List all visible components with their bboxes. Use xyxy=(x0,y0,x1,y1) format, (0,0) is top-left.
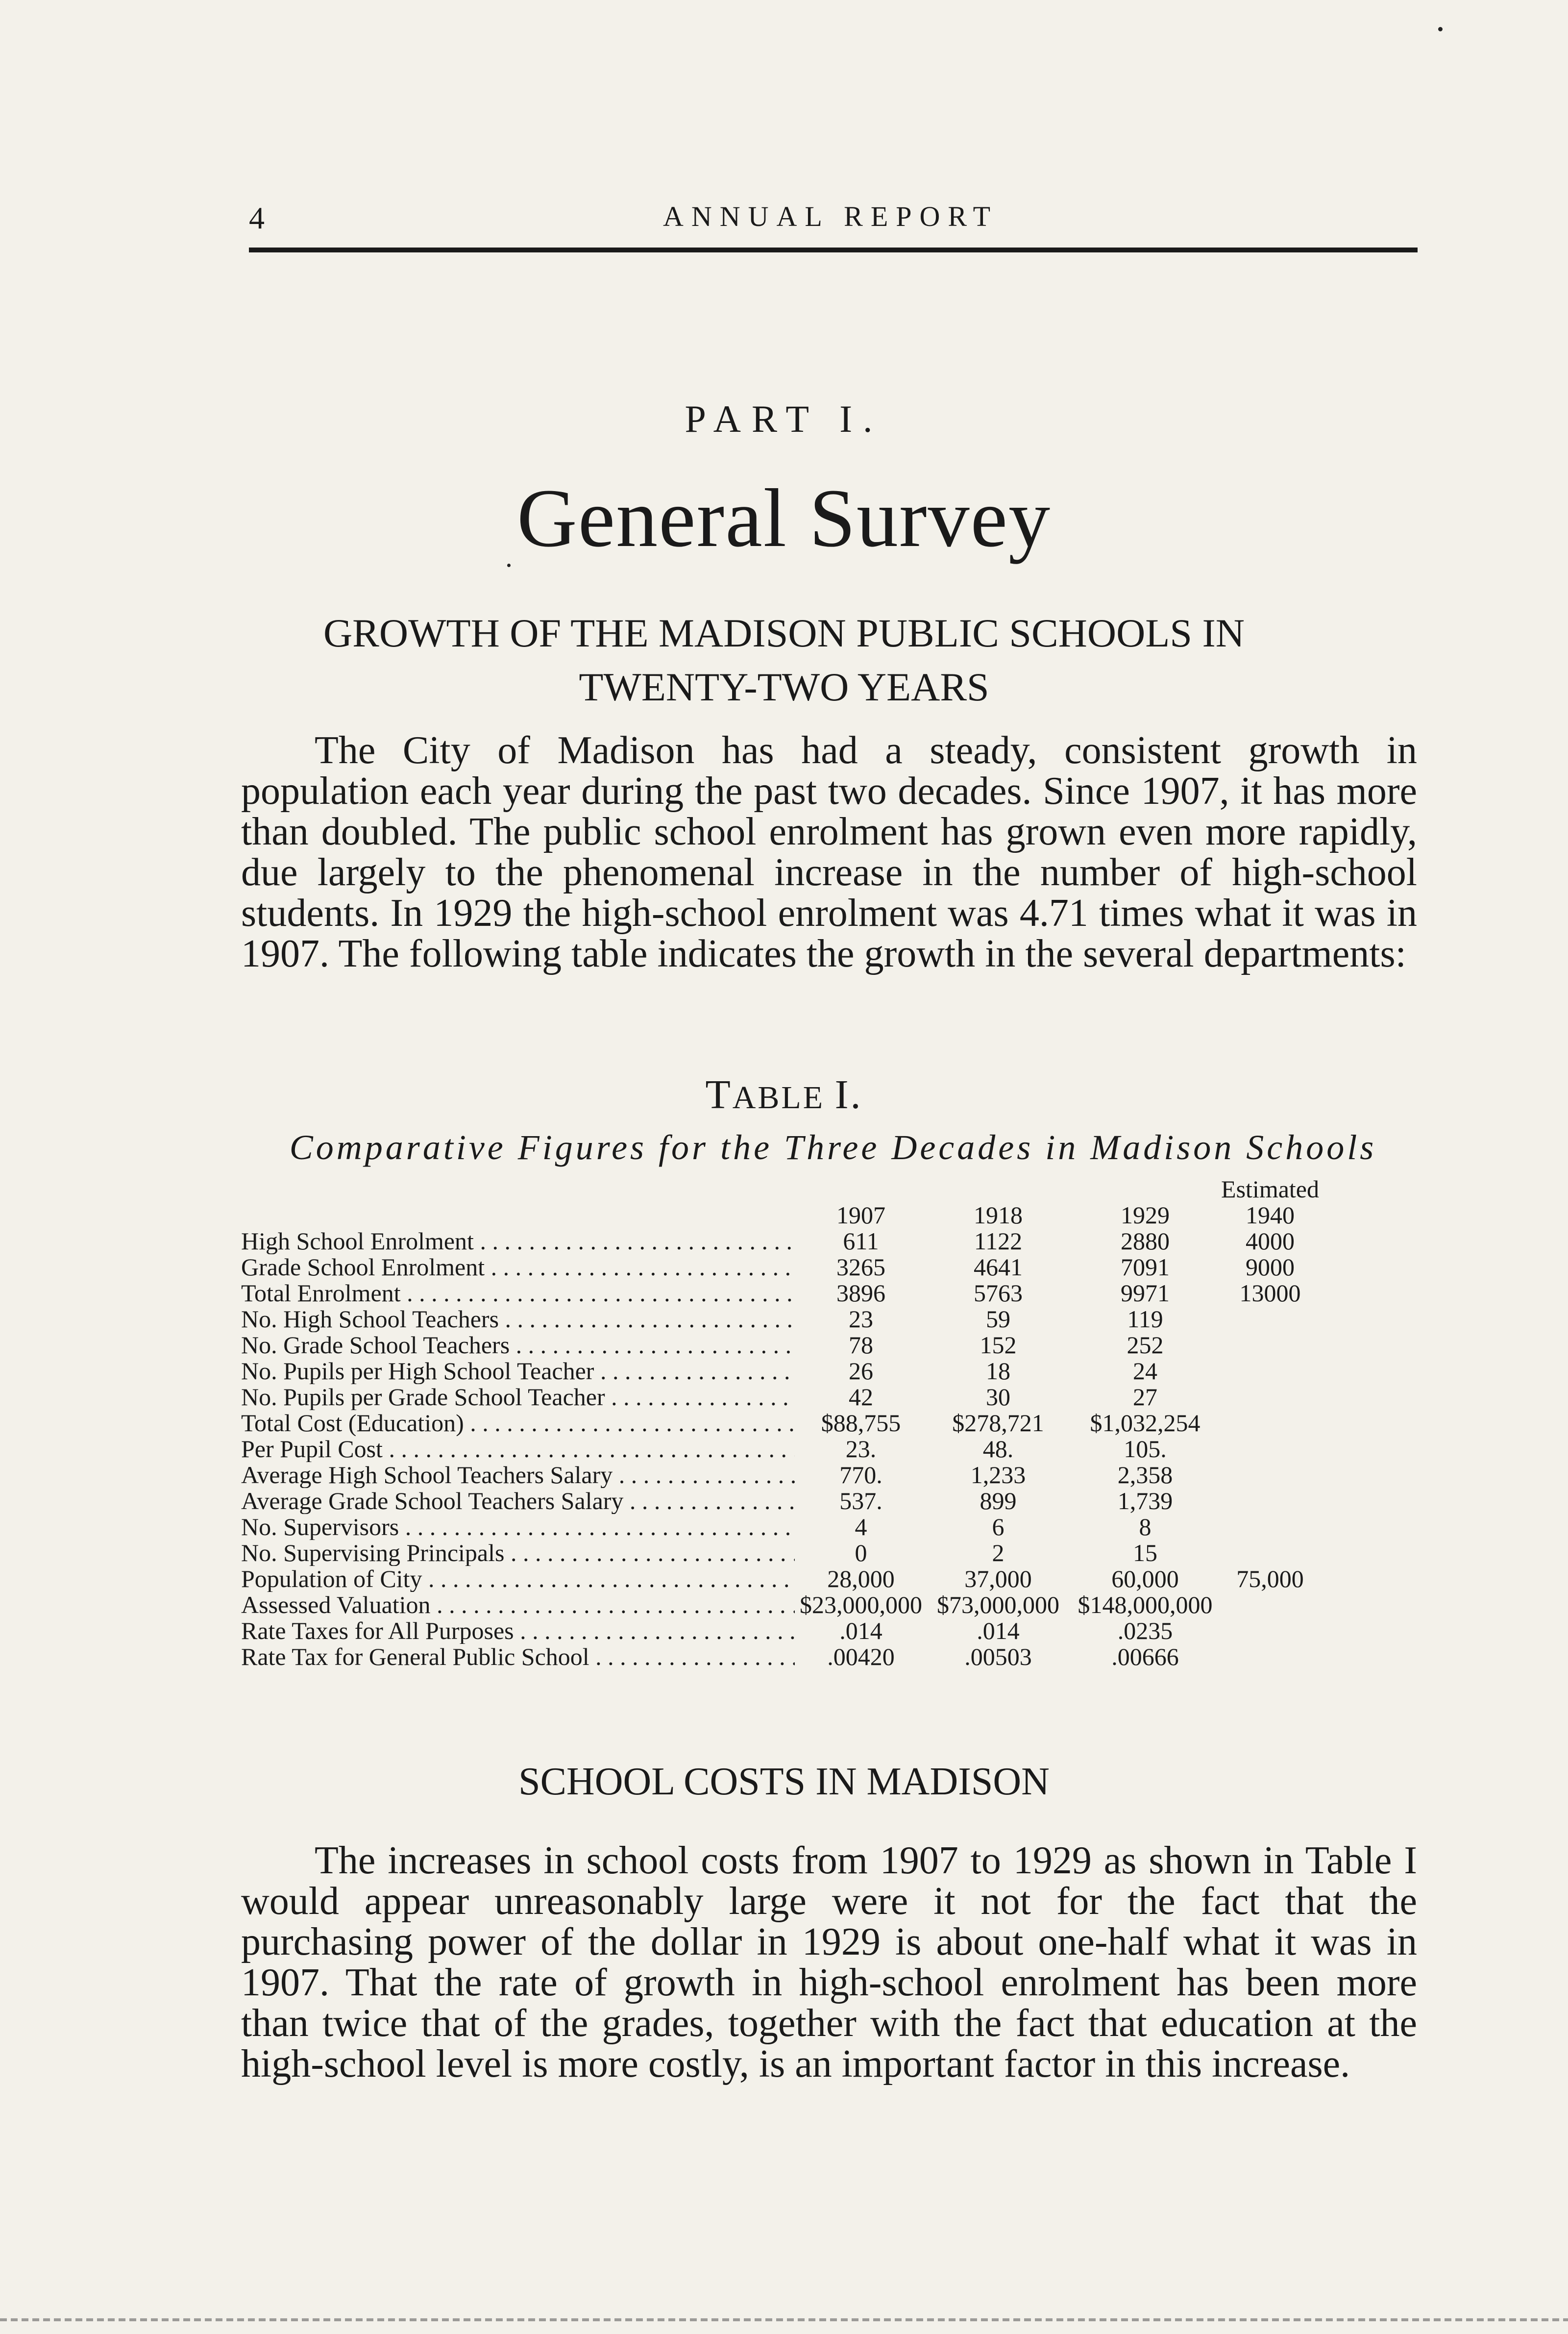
cell-1929: 2880 xyxy=(1121,1227,1170,1255)
row-label: Rate Taxes for All Purposes . . . xyxy=(241,1618,795,1644)
row-label: Average High School Teachers Salary . . . xyxy=(241,1462,795,1488)
cell-1907: 611 xyxy=(843,1227,879,1255)
row-label: No. Supervisors . . . xyxy=(241,1514,795,1540)
cell-1929: 7091 xyxy=(1121,1253,1170,1281)
row-label: No. Pupils per Grade School Teacher . . . xyxy=(241,1384,795,1410)
cell-1929: $1,032,254 xyxy=(1090,1409,1200,1437)
column-header-1940: 1940 xyxy=(1246,1201,1295,1229)
cell-1929: 2,358 xyxy=(1117,1461,1173,1489)
table-row xyxy=(241,1280,1417,1306)
cell-1918: 37,000 xyxy=(964,1565,1032,1592)
header-rule xyxy=(249,248,1418,252)
cell-1929: 119 xyxy=(1127,1305,1163,1333)
table-row xyxy=(241,1358,1417,1384)
subheading-line-2: TWENTY-TWO YEARS xyxy=(579,665,989,709)
table-row xyxy=(241,1566,1417,1592)
table-row xyxy=(241,1618,1417,1644)
table-row xyxy=(241,1488,1417,1514)
cell-1918: .014 xyxy=(977,1617,1020,1644)
cell-1907: 26 xyxy=(849,1357,873,1385)
cell-1907: 3896 xyxy=(836,1279,885,1307)
cell-1929: .0235 xyxy=(1117,1617,1173,1644)
cell-1929: 9971 xyxy=(1121,1279,1170,1307)
cell-1918: 152 xyxy=(980,1331,1017,1359)
cell-1918: 18 xyxy=(986,1357,1010,1385)
cell-1918: 2 xyxy=(992,1539,1004,1566)
table-label-initial: T xyxy=(705,1072,733,1117)
table-label-rest: ABLE xyxy=(732,1080,825,1116)
table-row xyxy=(241,1540,1417,1566)
cell-1907: 23 xyxy=(849,1305,873,1333)
cell-1918: .00503 xyxy=(964,1643,1032,1670)
subheading-line-1: GROWTH OF THE MADISON PUBLIC SCHOOLS IN xyxy=(323,611,1245,655)
row-label: High School Enrolment . . . xyxy=(241,1228,795,1254)
row-label: Total Enrolment . . . xyxy=(241,1280,795,1306)
cell-1929: .00666 xyxy=(1111,1643,1179,1670)
cell-1940: 4000 xyxy=(1246,1227,1295,1255)
cell-1929: 252 xyxy=(1127,1331,1164,1359)
cell-1929: 15 xyxy=(1133,1539,1157,1566)
page-bottom-edge xyxy=(0,2318,1568,2321)
page-title: General Survey xyxy=(516,472,1052,564)
cell-1907: 0 xyxy=(855,1539,867,1566)
cell-1929: $148,000,000 xyxy=(1078,1591,1213,1618)
cell-1929: 105. xyxy=(1124,1435,1167,1463)
cell-1929: 27 xyxy=(1133,1383,1157,1411)
cell-1907: 537. xyxy=(839,1487,882,1515)
cell-1918: 59 xyxy=(986,1305,1010,1333)
table-row xyxy=(241,1228,1417,1254)
cell-1907: 23. xyxy=(845,1435,877,1463)
cell-1907: 42 xyxy=(849,1383,873,1411)
column-header-1918: 1918 xyxy=(974,1201,1023,1229)
page-number: 4 xyxy=(249,200,265,235)
cell-1918: 1122 xyxy=(974,1227,1023,1255)
costs-paragraph: The increases in school costs from 1907 to 1929 as shown in Table I would appear unreasonably large were it not for the fact that the purchasing power of the dollar in 1929 is about one-half what it was in 1907. That the rate of growth in high-school enrolment has been more than twice that of the grades, together with the fact that education at the high-school level is more costly, is an important factor in this increase. xyxy=(241,1839,1417,2086)
comparative-figures-table xyxy=(241,1176,1417,1670)
cell-1918: 30 xyxy=(986,1383,1010,1411)
table-row xyxy=(241,1514,1417,1540)
table-row xyxy=(241,1306,1417,1332)
row-label: No. Grade School Teachers . . . xyxy=(241,1332,795,1358)
table-label xyxy=(0,1071,1568,1118)
cell-1918: 1,233 xyxy=(970,1461,1026,1489)
estimated-label: Estimated xyxy=(1221,1175,1319,1203)
running-head xyxy=(245,200,1416,234)
running-title: ANNUAL REPORT xyxy=(662,200,999,232)
row-label: Total Cost (Education) . . . xyxy=(241,1410,795,1436)
cell-1918: 4641 xyxy=(974,1253,1023,1281)
ink-speck xyxy=(507,564,511,567)
cell-1929: 60,000 xyxy=(1111,1565,1179,1592)
cell-1929: 8 xyxy=(1139,1513,1152,1540)
table-row xyxy=(241,1332,1417,1358)
cell-1918: 48. xyxy=(982,1435,1014,1463)
cell-1929: 24 xyxy=(1133,1357,1157,1385)
table-row xyxy=(241,1592,1417,1618)
part-label: PART I. xyxy=(685,397,883,440)
table-estimated-row xyxy=(241,1176,1417,1202)
table-row xyxy=(241,1462,1417,1488)
cell-1940: 13000 xyxy=(1239,1279,1301,1307)
table-row xyxy=(241,1436,1417,1462)
cell-1940: 75,000 xyxy=(1236,1565,1304,1592)
table-row xyxy=(241,1644,1417,1670)
column-header-1929: 1929 xyxy=(1121,1201,1170,1229)
cell-1918: 6 xyxy=(992,1513,1004,1540)
cell-1907: .00420 xyxy=(827,1643,895,1670)
cell-1918: $73,000,000 xyxy=(937,1591,1059,1618)
cell-1907: 3265 xyxy=(836,1253,885,1281)
row-label: Rate Tax for General Public School . . . xyxy=(241,1644,795,1670)
section-heading-school-costs: SCHOOL COSTS IN MADISON xyxy=(518,1760,1050,1803)
table-row xyxy=(241,1384,1417,1410)
row-label: Grade School Enrolment . . . xyxy=(241,1254,795,1280)
table-label-number: I. xyxy=(834,1072,863,1117)
cell-1940: 9000 xyxy=(1246,1253,1295,1281)
row-label: No. Pupils per High School Teacher . . . xyxy=(241,1358,795,1384)
cell-1907: 28,000 xyxy=(827,1565,895,1592)
column-header-1907: 1907 xyxy=(836,1201,885,1229)
table-row xyxy=(241,1410,1417,1436)
cell-1918: 899 xyxy=(980,1487,1017,1515)
cell-1907: 770. xyxy=(839,1461,882,1489)
intro-paragraph: The City of Madison has had a steady, consistent growth in population each year during the past two decades. Since 1907, it has more than doubled. The public school enrolment has grown even more rapidly, due largely to the phenomenal increase in the number of high-school students. In 1929 the high-school enrolment was 4.71 times what it was in 1907. The following table indicates the growth in the several departments: xyxy=(241,729,1417,975)
cell-1907: $23,000,000 xyxy=(800,1591,922,1618)
ink-speck xyxy=(1438,27,1443,31)
cell-1929: 1,739 xyxy=(1117,1487,1173,1515)
row-label: Average Grade School Teachers Salary . . . xyxy=(241,1488,795,1514)
cell-1918: 5763 xyxy=(974,1279,1023,1307)
cell-1907: 4 xyxy=(855,1513,867,1540)
cell-1907: .014 xyxy=(839,1617,882,1644)
row-label: Population of City . . . xyxy=(241,1566,795,1592)
row-label: Per Pupil Cost . . . xyxy=(241,1436,795,1462)
table-row xyxy=(241,1254,1417,1280)
row-label: No. Supervising Principals . . . xyxy=(241,1540,795,1566)
cell-1907: 78 xyxy=(849,1331,873,1359)
cell-1907: $88,755 xyxy=(821,1409,901,1437)
cell-1918: $278,721 xyxy=(952,1409,1044,1437)
row-label: No. High School Teachers . . . xyxy=(241,1306,795,1332)
row-label: Assessed Valuation . . . xyxy=(241,1592,795,1618)
table-header-row xyxy=(241,1202,1417,1228)
table-caption: Comparative Figures for the Three Decades in Madison Schools xyxy=(289,1128,1377,1167)
